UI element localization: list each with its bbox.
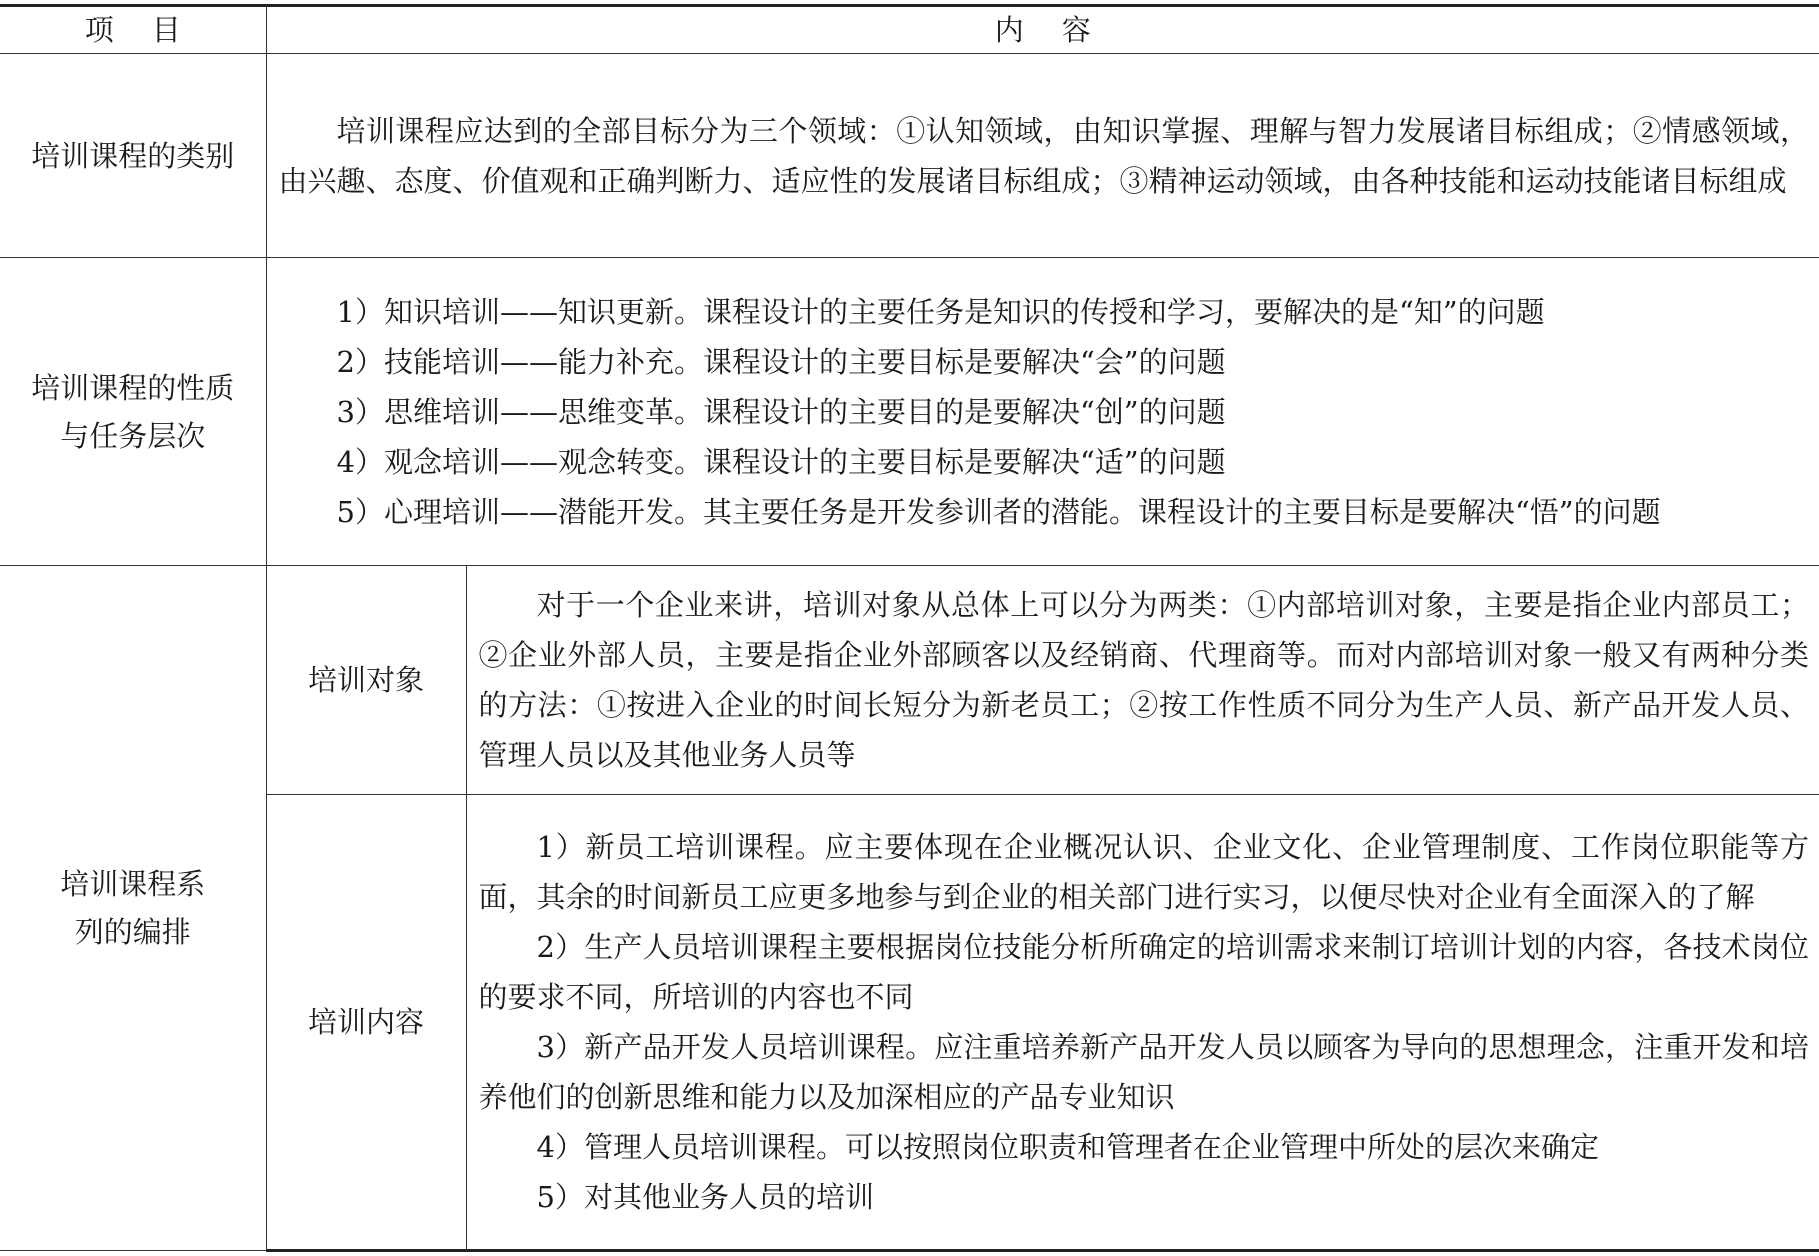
header-content-label: 内容 xyxy=(994,13,1129,47)
list-item: 4）观念培训——观念转变。课程设计的主要目标是要解决“适”的问题 xyxy=(336,444,1226,479)
table-row xyxy=(0,566,1819,795)
header-item-label: 项目 xyxy=(84,13,219,47)
list-item: 2）生产人员培训课程主要根据岗位技能分析所确定的培训需求来制订培训计划的内容，各技术岗位的要求不同，所培训的内容也不同 xyxy=(478,930,1810,1014)
header-content xyxy=(266,6,1819,54)
category-text: 培训课程应达到的全部目标分为三个领域：①认知领域，由知识掌握、理解与智力发展诸目标组成；②情感领域，由兴趣、态度、价值观和正确判断力、适应性的发展诸目标组成；③精神运动领域，由各种技能和运动技能诸目标组成 xyxy=(278,113,1810,198)
sub-content-target xyxy=(466,566,1819,795)
nature-label-line2: 与任务层次 xyxy=(60,418,206,453)
header-item xyxy=(0,6,266,54)
table-row xyxy=(0,795,1819,1251)
list-item: 5）对其他业务人员的培训 xyxy=(536,1180,874,1214)
list-item: 5）心理培训——潜能开发。其主要任务是开发参训者的潜能。课程设计的主要目标是要解决“悟”的问题 xyxy=(336,494,1661,529)
list-item: 4）管理人员培训课程。可以按照岗位职责和管理者在企业管理中所处的层次来确定 xyxy=(536,1130,1599,1164)
row-label-nature xyxy=(0,258,266,566)
list-item: 2）技能培训——能力补充。课程设计的主要目标是要解决“会”的问题 xyxy=(336,344,1226,379)
arrangement-label-line2: 列的编排 xyxy=(74,915,191,949)
target-text: 对于一个企业来讲，培训对象从总体上可以分为两类：①内部培训对象，主要是指企业内部员工；②企业外部人员，主要是指企业外部顾客以及经销商、代理商等。而对内部培训对象一般又有两种分类的方法：①按进入企业的时间长短分为新老员工；②按工作性质不同分为生产人员、新产品开发人员、管理人员以及其他业务人员等 xyxy=(478,588,1810,772)
sub-label-target: 培训对象 xyxy=(266,566,466,795)
table-row xyxy=(0,258,1819,566)
row-label-category: 培训课程的类别 xyxy=(0,54,266,258)
row-content-category xyxy=(266,54,1819,258)
nature-label-line1: 培训课程的性质 xyxy=(31,370,235,405)
sub-label-content: 培训内容 xyxy=(266,795,466,1251)
table-header-row xyxy=(0,6,1819,54)
training-course-table xyxy=(0,4,1819,1252)
row-content-nature xyxy=(266,258,1819,566)
list-item: 3）思维培训——思维变革。课程设计的主要目的是要解决“创”的问题 xyxy=(336,394,1226,429)
table-row xyxy=(0,54,1819,258)
row-label-arrangement xyxy=(0,566,266,1251)
list-item: 3）新产品开发人员培训课程。应注重培养新产品开发人员以顾客为导向的思想理念，注重开发和培养他们的创新思维和能力以及加深相应的产品专业知识 xyxy=(478,1030,1810,1114)
sub-content-content xyxy=(466,795,1819,1251)
list-item: 1）知识培训——知识更新。课程设计的主要任务是知识的传授和学习，要解决的是“知”的问题 xyxy=(336,294,1545,329)
arrangement-label-line1: 培训课程系 xyxy=(60,867,206,901)
list-item: 1）新员工培训课程。应主要体现在企业概况认识、企业文化、企业管理制度、工作岗位职能等方面，其余的时间新员工应更多地参与到企业的相关部门进行实习，以便尽快对企业有全面深入的了解 xyxy=(478,830,1810,914)
